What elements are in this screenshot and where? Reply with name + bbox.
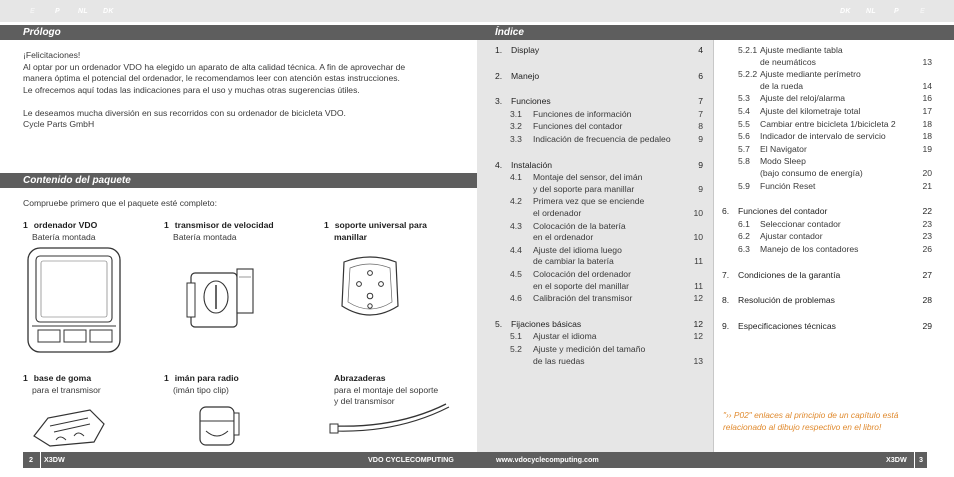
section-title: Índice [495,27,524,38]
toc-entry-label: El Navigator [760,143,807,154]
top-language-strip-left [0,0,477,22]
toc-entry-label: Colocación del ordenador en el soporte del manillar [533,269,631,291]
toc-entry-label: Manejo de los contadores [760,244,859,254]
lang-tab-nl[interactable]: NL [78,8,88,15]
paragraph-line: Cycle Parts GmbH [23,119,95,129]
toc-entry-page: 21 [922,180,932,191]
footer-bar [23,452,927,468]
contenido-intro: Compruebe primero que el paquete esté completo: [23,198,217,208]
toc-entry-number: 5.5 [738,118,750,129]
toc-entry-page: 14 [922,80,932,91]
toc-entry-number: 5.9 [738,180,750,191]
toc-entry-label: Fijaciones básicas [511,318,582,329]
toc-entry-number: 1. [495,45,503,55]
toc-entry-label: Calibración del transmisor [533,293,633,304]
package-item-cable-ties: Abrazaderas para el montaje del soporte y del transmisor [334,373,439,406]
transmitter-illustration [183,265,263,335]
lang-tab-dk[interactable]: DK [103,8,114,15]
toc-entry-page: 17 [922,106,932,116]
toc-entry-number: 5.2.1 [738,45,758,55]
model-name-right: X3DW [886,455,907,464]
brand-name: VDO CYCLECOMPUTING [368,455,454,464]
toc-entry-page: 23 [922,218,932,229]
toc-entry-page: 23 [922,231,932,242]
toc-entry-page: 9 [698,134,703,144]
lang-tab-dk[interactable]: DK [840,8,851,15]
package-item-handlebar-mount: 1 soporte universal para manillar [324,220,427,242]
package-item-magnet: 1 imán para radio (imán tipo clip) [164,373,239,395]
toc-entry-page: 19 [922,143,932,154]
toc-entry-label: Ajuste del kilometraje total [760,106,861,116]
toc-entry-number: 6. [722,206,730,217]
prologo-text [23,50,405,131]
computer-illustration [24,246,124,356]
toc-entry-number: 2. [495,70,503,81]
toc-entry-page: 16 [922,93,932,104]
toc-entry-number: 8. [722,295,730,306]
toc-entry-label: Ajuste mediante tabla de neumáticos [760,45,843,67]
toc-entry-page: 20 [922,167,932,178]
toc-entry-label: Seleccionar contador [760,218,841,229]
toc-entry-page: 10 [693,232,703,243]
toc-entry-number: 5.3 [738,93,750,104]
toc-entry-label: Display [511,45,540,55]
toc-entry-label: Ajuste del reloj/alarma [760,93,846,104]
toc-entry-label: Funciones de información [533,108,632,119]
toc-entry-number: 6.3 [738,244,750,254]
toc-entry-number: 6.2 [738,231,750,242]
paragraph-line: Le ofrecemos aquí todas las indicaciones para el uso y muchas otras sugerencias útiles. [23,84,360,95]
toc-entry-number: 3. [495,96,503,107]
toc-entry-number: 5.1 [510,331,522,342]
toc-entry-page: 12 [693,318,703,329]
toc-entry-number: 5. [495,318,503,329]
toc-entry-page: 22 [922,206,932,217]
toc-entry-page: 28 [922,295,932,306]
toc-entry-page: 12 [693,293,703,304]
website-url[interactable]: www.vdocyclecomputing.com [496,455,599,464]
magnet-illustration [194,403,242,449]
toc-entry-label: Montaje del sensor, del imán y del soporte para manillar [533,172,643,194]
toc-entry-number: 6.1 [738,218,750,229]
toc-entry-label: Función Reset [760,180,816,191]
paragraph-line: Al optar por un ordenador VDO ha elegido un aparato de alta calidad técnica. A fin de aprovechar de [23,61,406,72]
toc-entry-number: 5.4 [738,106,750,116]
toc-entry-number: 4.2 [510,196,522,207]
toc-entry-number: 5.2 [510,344,522,354]
toc-entry-number: 9. [722,320,730,331]
toc-entry-page: 12 [693,331,703,342]
paragraph-line: manera óptima el potencial del ordenador, le recomendamos leer con atención estas instrucciones. [23,73,400,83]
divider [713,40,714,452]
toc-entry-number: 4.3 [510,220,522,231]
lang-tab-p[interactable]: P [55,8,60,15]
toc-entry-label: Funciones del contador [533,121,623,132]
toc-entry-label: Ajuste y medición del tamaño de las ruedas [533,344,646,366]
toc-entry-page: 13 [693,355,703,366]
toc-entry-number: 5.6 [738,131,750,142]
chapter-link-note: "›› P02" enlaces al principio de un capítulo está relacionado al dibujo respectivo en el libro! [723,410,899,432]
toc-entry-page: 8 [698,121,703,132]
toc-entry-page: 4 [698,45,703,55]
toc-entry-page: 7 [698,96,703,107]
toc-entry-number: 3.1 [510,108,522,119]
paragraph-line: ¡Felicitaciones! [23,50,81,60]
toc-entry-page: 9 [698,183,703,194]
toc-entry-number: 3.2 [510,121,522,132]
toc-entry-number: 4.6 [510,293,522,304]
toc-entry-number: 4.4 [510,244,522,255]
lang-tab-e[interactable]: E [30,8,35,15]
toc-entry-label: Ajustar el idioma [533,331,597,342]
section-header-prologo [0,25,477,40]
toc-entry-number: 7. [722,269,730,280]
toc-entry-page: 6 [698,70,703,81]
toc-entry-label: Indicación de frecuencia de pedaleo [533,134,671,144]
page-number-left: 2 [29,455,33,464]
section-header-contenido [0,173,477,188]
toc-entry-number: 4. [495,159,503,170]
toc-entry-label: Funciones [511,96,551,107]
toc-entry-label: Condiciones de la garantía [738,269,841,280]
paragraph-line: Le deseamos mucha diversión en sus recorridos con su ordenador de bicicleta VDO. [23,107,346,118]
rubber-base-illustration [30,402,110,450]
toc-entry-number: 4.1 [510,172,522,183]
toc-entry-label: Ajuste mediante perímetro de la rueda [760,69,861,91]
toc-entry-page: 18 [922,118,932,129]
toc-entry-page: 18 [922,131,932,142]
toc-entry-page: 26 [922,244,932,254]
toc-entry-label: Indicador de intervalo de servicio [760,131,886,142]
toc-entry-number: 4.5 [510,269,522,279]
lang-tab-p[interactable]: P [894,8,899,15]
toc-entry-label: Modo Sleep (bajo consumo de energía) [760,156,863,178]
divider [914,452,915,468]
cable-ties-illustration [328,402,453,436]
top-language-strip-right [477,0,954,22]
toc-entry-page: 7 [698,108,703,119]
toc-entry-label: Colocación de la batería en el ordenador [533,220,626,243]
toc-entry-label: Manejo [511,70,540,81]
toc-entry-label: Ajustar contador [760,231,823,242]
toc-entry-page: 10 [693,207,703,218]
toc-entry-label: Instalación [511,159,553,170]
toc-entry-number: 5.2.2 [738,69,758,80]
toc-entry-page: 11 [694,256,703,267]
page-number-right: 3 [919,455,923,464]
toc-entry-page: 27 [922,269,932,280]
handlebar-mount-illustration [336,252,404,326]
lang-tab-e[interactable]: E [920,8,925,15]
lang-tab-nl[interactable]: NL [866,8,876,15]
section-header-indice [477,25,954,40]
toc-entry-label: Primera vez que se enciende el ordenador [533,196,645,218]
package-item-rubber-base: 1 base de goma para el transmisor [23,373,101,395]
section-title: Prólogo [23,27,61,38]
toc-entry-label: Resolución de problemas [738,295,835,306]
toc-entry-page: 29 [922,320,932,331]
toc-entry-label: Especificaciones técnicas [738,320,836,331]
section-title: Contenido del paquete [23,175,131,186]
toc-entry-number: 5.7 [738,143,750,154]
package-item-computer: 1 ordenador VDO Batería montada [23,220,98,242]
toc-entry-number: 5.8 [738,156,750,167]
toc-entry-page: 9 [698,159,703,170]
toc-entry-label: Cambiar entre bicicleta 1/bicicleta 2 [760,118,896,129]
toc-entry-page: 13 [922,56,932,67]
toc-entry-label: Ajuste del idioma luego de cambiar la batería [533,244,622,267]
package-item-transmitter: 1 transmisor de velocidad Batería montada [164,220,274,242]
toc-entry-number: 3.3 [510,134,522,144]
toc-entry-page: 11 [694,280,703,291]
model-name-left: X3DW [44,455,65,464]
divider [40,452,41,468]
toc-entry-label: Funciones del contador [738,206,828,217]
